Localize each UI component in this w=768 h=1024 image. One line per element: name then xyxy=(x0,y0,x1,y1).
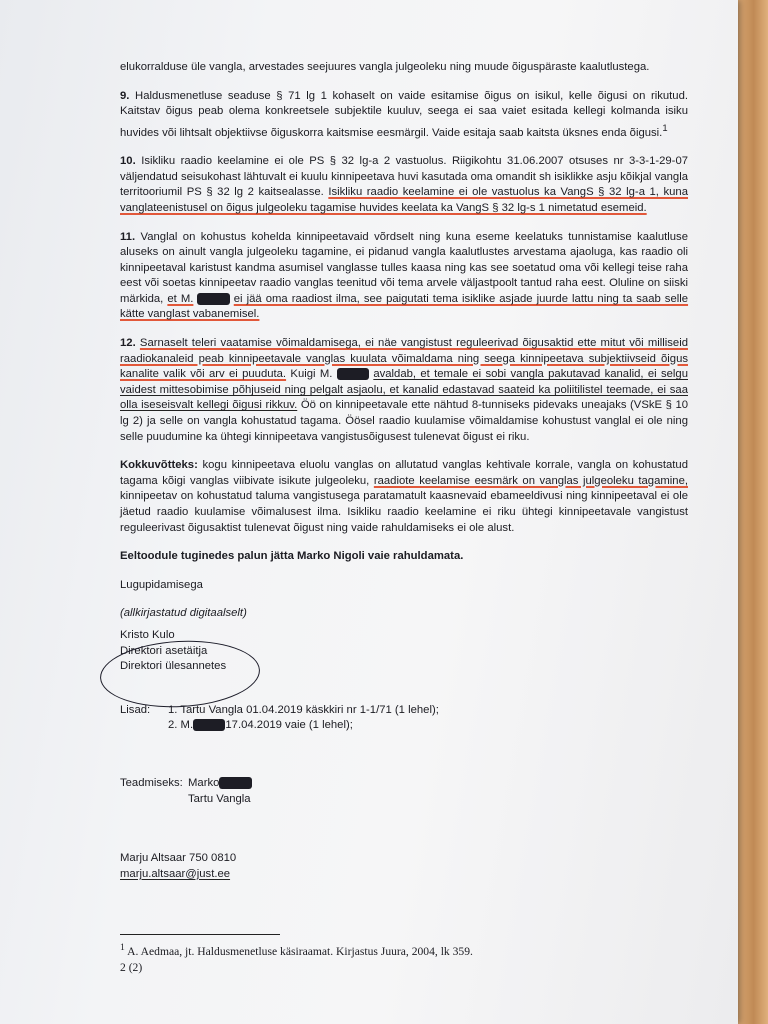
summary-paragraph xyxy=(120,458,688,536)
summary-text-a: kogu kinnipeetava eluolu vanglas on allutatud vanglas kehtivale korrale, vangla on kohustatud tagama kõigi vanglas viibivate isikute julgeoleku, xyxy=(120,459,688,487)
footnote-text-row xyxy=(120,940,570,960)
attachment-2 xyxy=(168,718,439,734)
redacted-name xyxy=(337,368,369,380)
attachments xyxy=(120,703,688,734)
footnote-ref: 1 xyxy=(662,121,668,133)
redacted-name xyxy=(193,719,225,731)
paragraph-11-text-b-highlighted: et M. xyxy=(167,292,194,305)
signer-role-2: Direktori ülesannetes xyxy=(120,660,227,673)
attachments-label: Lisad: xyxy=(120,703,151,716)
paragraph-11-number: 11. xyxy=(120,230,136,243)
page-number: 2 (2) xyxy=(120,960,143,974)
footnote-divider xyxy=(120,934,280,935)
notice-name-text: Marko xyxy=(188,776,220,789)
paragraph-11 xyxy=(120,230,688,324)
conclusion: Eeltoodule tuginedes palun jätta Marko Nigoli vaie rahuldamata. xyxy=(120,550,464,563)
paragraph-12-text-a-highlighted: Sarnaselt teleri vaatamise võimaldamisega, ei näe vangistust reguleerivad õigusaktid ette mitut või milliseid raadiokanaleid peab kinnipeetavale vanglas kuulata võimaldama ning seega kinnipeetava subjektiivseid õigus kanalite valik või arv ei puuduta. xyxy=(120,337,689,381)
paragraph-10 xyxy=(120,154,688,216)
paragraph-10-text-a: Isikliku raadio keelamine ei ole PS § 32 lg-a 2 vastuolus. Riigikohtu 31.06.2007 otsuses nr 3-3-1-29-07 väljendatud seisukohast lähtuvalt ei kuulu kinnipeetava huvi kasutada oma omandit sh isiklikke asju kõikjal vangla territooriumil PS § 32 lg 2 kaitsealasse. xyxy=(120,155,689,199)
paragraph-11-text-a: Vanglal on kohustus kohelda kinnipeetavaid võrdselt ning kuna eseme keelatuks tunnistamise kaalutluse aluseks on ainult vangla julgeoleku tagamine, ei pidanud vangla kaalutlustes arvestama ajaoluga, kas raadio oli kinnipeetaval karistust kandma asumisel vanglasse tulles kaasa ning kas see soetatud oma või kellegi teise raha eest või soetas kinnipeetav raadio vanglas teenitud või tema arvele väljastpoolt tantud raha eest. Oluline on siiski märkida, xyxy=(120,230,688,305)
signed-note: (allkirjastatud digitaalselt) xyxy=(120,607,247,620)
notice-label: Teadmiseks: xyxy=(120,776,183,789)
top-line: elukorralduse üle vangla, arvestades seejuures vangla julgeoleku ning muude õiguspäraste kaalutlustega. xyxy=(120,61,650,73)
footnote-number: 1 xyxy=(120,942,125,953)
paragraph-11-text-c-highlighted: ei jää oma raadiost ilma, see paigutati tema isiklike asjade juurde lattu ning ta saab selle kätte vanglast vabanemisel. xyxy=(120,292,689,321)
paragraph-10-number: 10. xyxy=(120,155,136,168)
paragraph-12-text-b: Kuigi M. xyxy=(290,368,333,381)
paragraph-9-number: 9. xyxy=(120,89,130,102)
signer-name: Kristo Kulo xyxy=(120,628,175,641)
notice-block xyxy=(120,776,688,807)
paragraph-9 xyxy=(120,89,688,142)
notice-org: Tartu Vangla xyxy=(188,792,251,805)
document-body xyxy=(120,60,688,882)
paragraph-10-text-b-highlighted: Isikliku raadio keelamine ei ole vastuolus ka VangS § 32 lg-a 1, kuna vanglateenistusel on õigus julgeoleku tagamise huvides keelata ka VangS § 32 lg-s 1 nimetatud esemeid. xyxy=(120,186,689,214)
paragraph-12-number: 12. xyxy=(120,337,136,350)
paragraph-12-text-c-underlined: avaldab, et temale ei sobi vangla pakutavad kanalid, ei selgu vaidest mittesobimise põhjuseid ning pelgalt asjaolu, et kanalid edastavad saateid ka poliitilistel teemade, ei saa olla iseseisvalt kellegi õigusi rikkuv. xyxy=(120,368,688,412)
attachment-1: 1. Tartu Vangla 01.04.2019 käskkiri nr 1-1/71 (1 lehel); xyxy=(168,703,439,716)
contact-email: marju.altsaar@just.ee xyxy=(120,867,231,880)
paragraph-9-text: Haldusmenetluse seaduse § 71 lg 1 kohaselt on vaide esitamise õigus on isikul, kelle õigusi on rikutud. Kaitstav õigus peab olema konkreetsele subjektile kuuluv, seega ei saa vaiet esitada kellegi kolmanda isiku huvides või lihtsalt objektiivse õiguskorra kaitsmise eesmärgil. Vaide esitaja saab kaitsta üksnes enda õigusi. xyxy=(120,89,689,139)
signer-role-1: Direktori asetäitja xyxy=(120,644,208,657)
attachment-2-text-b: 17.04.2019 vaie (1 lehel); xyxy=(225,719,353,732)
notice-name xyxy=(188,776,252,792)
paragraph-12-text-d: Öö on kinnipeetavale ette nähtud 8-tunniseks pidevaks uneajaks (VSkE § 10 lg 2) ja selle on vangla kohustatud tagama. Öösel raadio kuulamise võimaldamise kohustust vanglal ei ole ning selle puudumine ka ühtegi kinnipeetava vangistusõigusest tulenevat õigust ei riku. xyxy=(120,399,689,443)
summary-label: Kokkuvõtteks: xyxy=(120,459,198,472)
summary-text-c: kinnipeetav on kohustatud taluma vangistusega paratamatult kaasnevaid ebameeldivusi ning kinnipeetaval ei ole jäetud raadio kuulamise võimalusest ilma. Isikliku raadio keelamine ei riku ühtegi kinnipeetavale vangistust reguleerivast õigusaktist tulenevat õigust ning vaide rahuldamiseks ei ole alust. xyxy=(120,490,688,534)
redacted-name xyxy=(219,777,251,789)
summary-text-b-highlighted: raadiote keelamise eesmärk on vanglas julgeoleku tagamine, xyxy=(373,474,688,487)
attachment-2-text-a: 2. M. xyxy=(168,719,194,732)
paragraph-12 xyxy=(120,336,688,445)
greeting: Lugupidamisega xyxy=(120,578,203,591)
footnote-text: A. Aedmaa, jt. Haldusmenetluse käsiraamat. Kirjastus Juura, 2004, lk 359. xyxy=(127,944,473,958)
footnote xyxy=(120,940,570,976)
redacted-name xyxy=(197,293,229,305)
contact-block xyxy=(120,851,688,882)
contact-line: Marju Altsaar 750 0810 xyxy=(120,852,237,865)
